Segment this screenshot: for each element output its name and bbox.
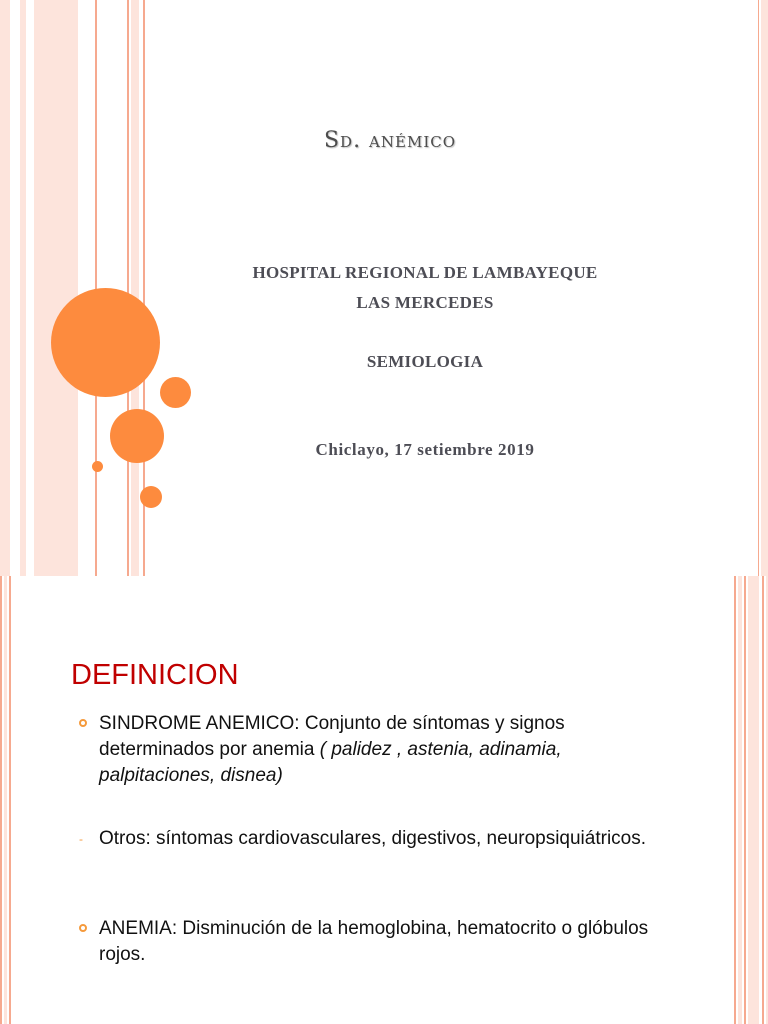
bullet-text: Otros: síntomas cardiovasculares, digestivos, neuropsiquiátricos. <box>99 828 647 849</box>
subject-label: SEMIOLOGIA <box>366 352 484 371</box>
bullet-italic-text: ( palidez , astenia, adinamia, palpitaciones, disnea) <box>99 739 562 786</box>
decorative-band-left-3 <box>34 0 78 576</box>
decorative-edge-right-3 <box>744 576 746 1024</box>
decorative-circle-large <box>51 288 160 397</box>
decorative-band-mid <box>131 0 139 576</box>
decorative-edge-left-1 <box>0 576 2 1024</box>
decorative-edge-right-2 <box>738 576 742 1024</box>
decorative-band-left-2 <box>20 0 26 576</box>
decorative-circle-small-1 <box>160 377 191 408</box>
hospital-line-1: HOSPITAL REGIONAL DE LAMBAYEQUE <box>252 263 598 282</box>
decorative-edge-right-5 <box>762 576 764 1024</box>
decorative-edge-left-2 <box>4 576 7 1024</box>
decorative-band-left <box>0 0 10 576</box>
definition-slide <box>0 576 768 1024</box>
decorative-band-right <box>761 0 768 576</box>
decorative-circle-medium <box>110 409 164 463</box>
dash-bullet-icon: - <box>79 832 83 846</box>
hospital-line-2: LAS MERCEDES <box>356 293 494 312</box>
circle-bullet-icon <box>79 924 87 932</box>
bullet-text: ANEMIA: Disminución de la hemoglobina, hematocrito o glóbulos rojos. <box>99 918 649 965</box>
slide-title: Sd. anémico <box>323 128 457 153</box>
slide-heading: DEFINICION <box>71 659 239 691</box>
date-label: Chiclayo, 17 setiembre 2019 <box>315 440 535 459</box>
bullet-item-sindrome <box>79 711 649 789</box>
decorative-edge-right-4 <box>748 576 759 1024</box>
decorative-edge-left-3 <box>9 576 11 1024</box>
bullet-item-anemia <box>79 916 649 968</box>
decorative-circle-tiny <box>92 461 103 472</box>
decorative-circle-small-2 <box>140 486 162 508</box>
bullet-item-otros <box>79 826 649 852</box>
decorative-line-right <box>758 0 759 576</box>
bullet-text: SINDROME ANEMICO: Conjunto de síntomas y signos determinados por anemia <box>99 713 565 760</box>
decorative-edge-right-1 <box>734 576 736 1024</box>
decorative-line-2 <box>127 0 129 576</box>
circle-bullet-icon <box>79 719 87 727</box>
